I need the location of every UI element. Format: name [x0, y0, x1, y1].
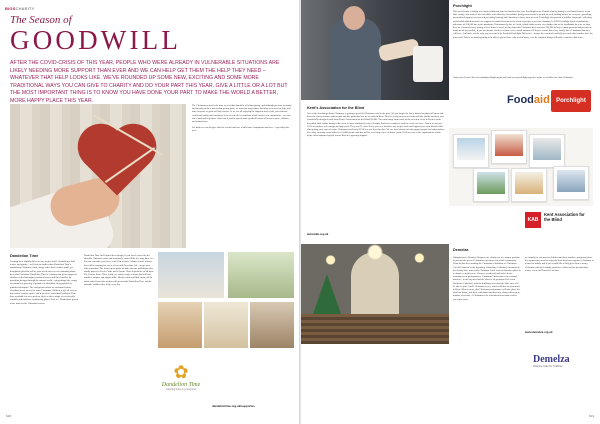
right-page — [300, 0, 600, 424]
page-number-right: 101 — [588, 414, 594, 418]
dandelion-body-2: Dandelion Time isn't limited here though, if you aren't enticed by the adorable Christmas cards and beautifully crafted little bee bags there is a list you can make your loves with. Part of their 'Adopt a Lamb' scheme that will be running for you a select until December 5th – so get your bids in quickly! The items up for grabs include: fun site walkabout rides, family passes to Leeds Castle and a Private Glass Experience at Melions The Farmer Store. There really is a whole range of items that will suit families, couples and singles alike. Bid the cards and little treats, all the funds raised from this auction will go towards Dandelion Time and the adorable children they help every day. — [84, 254, 154, 286]
kab-logo: KAB Kent Association for the Blind — [525, 212, 593, 236]
section-label: BIGSCHARITY — [5, 6, 35, 11]
photo-porchlight-volunteer — [301, 0, 449, 100]
kab-body: One of the best things about Christmas is getting a good old Christmas card in the post. All you longer the fun it instead of physical letters and these the letters treasure with friends and this particular box set of cards in Kent. This is a really perfect one both with the charity and they were wonderfully designed cards from Kent's Association for the Blind (KAB). The cards range from some of the sweetest views in Kent to some incredible little robins dining in the snow to some absolutely festive designs. Each box contains a card for every core here. Grab a set for just £3.50 or maybe even a magic message pack. They cost £1 each. Every year in a fantastic way to give back and support your own friends while also getting your own selection. Christmas cards from KAB is a real heart breaker. We are local charity to help support people for independence lives they currently work with over 10,000 people and also will be receiving a free exclusive cards. KAB are one of the organisations which helps vision impaired people across Kent in a growing support. — [307, 112, 445, 138]
title-small: The Season of — [10, 14, 72, 26]
dandelion-url[interactable]: dandeliontime.org.uk/supportus — [212, 404, 255, 408]
kab-heading: Kent's Association for the Blind — [307, 106, 365, 110]
dandelion-heading: Dandelion Time — [10, 254, 39, 258]
intro-column: The Christmas period is the time of year that should be all about giving, and although presents to family and friends can be a part of that giving spirit, we must not forget those that may be in need of help, and also everyone of good will this season. As we are all enjoying the happiest time of the year with our wonderful family and friends the least we can do is contribute a little back to our community – to reach out a hand and help those who need it, and to spread some goodwill across all areas in more, children, and animal ones. We think we can all agree that the world could use a little more compassion and love – especially this year. — [192, 104, 292, 133]
page-title: GOODWILL — [10, 25, 182, 55]
porchlight-heading: Porchlight — [453, 4, 472, 8]
kab-cards-photo — [449, 128, 593, 206]
demelza-heading: Demelza — [453, 248, 469, 252]
page-number-left: 100 — [6, 414, 12, 418]
demelza-body-1: Sittingbourne's Demelza Hospice care charity are in a unique position to provide the perfect Christmas experience for a little community. Demelza has been making the Christmas celebration of 'Christmas Cars & Concerts' at the legendary Canterbury Cathedral, alternatively the charity have some truly Christmas Carol concert that takes place in a virtual event this year. Always a wonderful and such a heart-warming set of performances. Christmas Choir makes it a seasonal must-see, in the big ones and the show is all performed live from Rochester Cathedral, with the thrilling screen that the little ones will be able to join. Carol's Christmas event, which will also be performed in Kent. What is more, this Christmas performance will take place live from our house, just there with Santa and his team, along with a great number of friends. A Christmas to be remembered no matter where you come from. — [453, 256, 521, 301]
foodaid-porchlight-logo: Foodaid Porchlight — [507, 90, 593, 116]
dandelion-time-logo: ✿ Dandelion Time nurturing hope in young lives — [158, 362, 204, 400]
kab-url[interactable]: www.kab.org.uk — [307, 232, 329, 236]
demelza-logo: Demelza Hospice Care for Children — [533, 354, 570, 368]
photo-cathedral-concert — [301, 244, 449, 344]
porchlight-cta: Order your Festive Box at foodaidporchlight.org.uk and visit www.porchlight.org.uk to make a real difference this Christmas. — [453, 76, 574, 79]
photo-hand-holding-heart — [10, 104, 186, 248]
demelza-body-2: or virtually to cinemas for children and their families and giving them the support they need to enjoy the time they have together. Christmas is a time for family and if you would like to help give those a merry Christmas with their family, purchase a ticket to this spectacularly festive event via Demelza's website. — [525, 256, 594, 272]
dandelion-cards-gallery — [158, 252, 294, 348]
porchlight-body: This year charity is asking for a more traditional form of donation this year. Porchlight is the Kentish charity aiming to end homelessness in our little county. Just some of the incredible work that they do includes giving warm meals to people in need, finding homes for everyone, providing personalised support services and providing housing and education to those most in need. Porchlight also provide a helpline for people with drug and alcohol addictions and even support to combat loneliness for a host of people in need of company. In 2019 Porchlight faced a fundraising milestone of £60,000 due to the pandemic. Unfortunately, due to Covid, which shifts society even further due to the foodbanks they are so busy, they are extremely busy, giving a lot of those in need, so they hope this Christmas they can raise £60,000 to buy as many presents and provide as many meals as possible, if you can donate via their website even a small amount will help to ensure that every family has a Christmas that they will love. And that's not the only way you can help. Foodaid Porchlight Deliveries – donate the essentials and help to ensure that families have the most vital. This is an amazing thing to be able to gift to those who need it most, even the simplest things will make a massive difference. — [453, 10, 593, 39]
intro-paragraph: AFTER THE COVID-CRISIS OF THIS YEAR, PEOPLE WHO WERE ALREADY IN VULNERABLE SITUATIONS ARE LIKELY NEEDING MORE SUPPORT THAN EVER AND WE CAN HELP GET THEM THE HELP THEY NEED – WHATEVER THAT HELP LOOKS LIKE. WE'VE ROUNDED UP SOME NEW, EXCITING AND SOME MORE TRADITIONAL WAYS YOU CAN GIVE TO CHARITY AND DO YOUR PART THIS YEAR. GIVE A LITTLE OR A LOT BUT THE MOST IMPORTANT THING IS TO KNOW YOU HAVE DONE YOUR PART TO MAKE THE WORLD A BETTER, MORE HAPPY PLACE THIS YEAR. — [10, 60, 288, 104]
demelza-url[interactable]: www.demelza.org.uk — [525, 330, 553, 334]
dandelion-icon: ✿ — [173, 362, 189, 382]
dandelion-body-1: Looking for a slightly different way to give back? Something a little festive and quirky – well look no further than Dandelion Time's fundraising Christmas Cards, along with a host of other small, yet thoughtful gifts that will be your loved ones too over donating about these this Christmas. Dandelion Time is a charity that gives support to children with challenging emotional issues and their families by providing therapy through the natural world – using things like caring for animals or growing vegetables in affordable living guided by qualified therapists. The card prints include an enchanted winter woodland scene as well as some Christmas Children to get all of us in that festive country spirit. And if you love cards that Dandelion Time have available for us to pick up, there is also a range of eco-friendly reusable and multi-use fundraising gifts to look at – Dandelion's grown at the farm for the Christmas season. — [10, 260, 79, 305]
